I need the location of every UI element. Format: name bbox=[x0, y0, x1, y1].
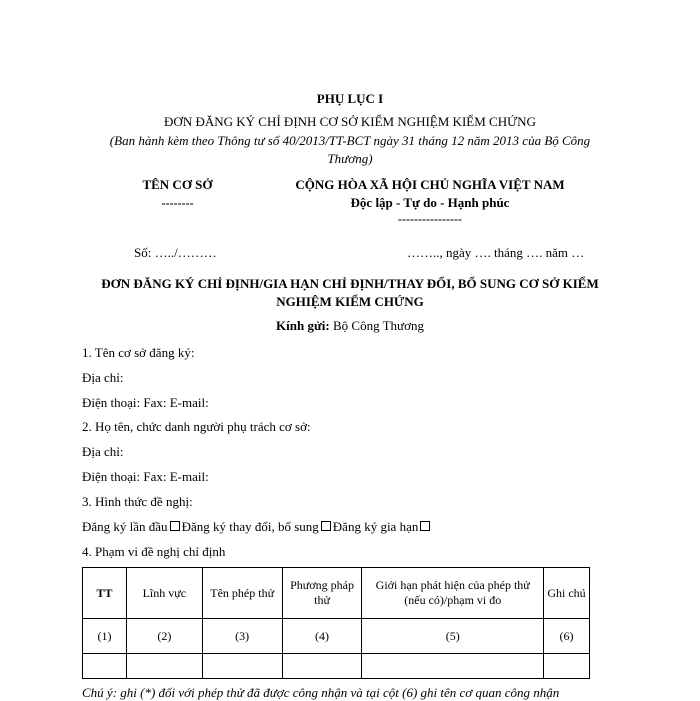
form-title: ĐƠN ĐĂNG KÝ CHỈ ĐỊNH CƠ SỞ KIỂM NGHIỆM KIỂM CHỨNG bbox=[164, 114, 536, 129]
option-renewal-label: Đăng ký gia hạn bbox=[332, 519, 419, 534]
document-number: Số: …../……… bbox=[134, 245, 217, 260]
table-cell[interactable] bbox=[544, 654, 590, 679]
header-test-name: Tên phép thử bbox=[202, 568, 282, 619]
request-type-options bbox=[82, 519, 432, 535]
appendix-label: PHỤ LỤC I bbox=[316, 91, 384, 106]
nation-motto: Độc lập - Tự do - Hạnh phúc bbox=[350, 195, 510, 210]
table-row bbox=[83, 619, 590, 654]
table-cell[interactable] bbox=[282, 654, 362, 679]
option-first-registration-checkbox[interactable] bbox=[170, 521, 180, 531]
contact-label-1: Điện thoại: Fax: E-mail: bbox=[82, 395, 209, 410]
org-divider: -------- bbox=[161, 196, 194, 210]
table-header-row bbox=[83, 568, 590, 619]
table-cell[interactable] bbox=[126, 654, 202, 679]
address-label-1: Địa chỉ: bbox=[82, 370, 124, 385]
date-line: …….., ngày …. tháng …. năm … bbox=[407, 245, 585, 260]
issued-note-line1: (Ban hành kèm theo Thông tư số 40/2013/TT-BCT ngày 31 tháng 12 năm 2013 của Bộ Công bbox=[109, 133, 591, 148]
header-detection-limit: Giới hạn phát hiện của phép thử (nếu có)/phạm vi đo bbox=[362, 568, 544, 619]
motto-divider: ---------------- bbox=[398, 212, 462, 226]
option-change-checkbox[interactable] bbox=[321, 521, 331, 531]
option-change-label: Đăng ký thay đổi, bổ sung bbox=[181, 519, 319, 534]
recipient-label: Kính gửi: bbox=[276, 318, 330, 333]
section-4-label: 4. Phạm vi đề nghị chỉ định bbox=[82, 544, 226, 559]
col-number-1: (1) bbox=[83, 619, 127, 654]
header-notes: Ghi chú bbox=[544, 568, 590, 619]
table-cell[interactable] bbox=[202, 654, 282, 679]
issued-note-line2: Thương) bbox=[327, 151, 373, 166]
main-title-line2: NGHIỆM KIỂM CHỨNG bbox=[276, 294, 424, 309]
col-number-3: (3) bbox=[202, 619, 282, 654]
option-first-registration-label: Đăng ký lần đầu bbox=[82, 519, 168, 534]
section-2-label: 2. Họ tên, chức danh người phụ trách cơ sở: bbox=[82, 419, 311, 434]
nation-title: CỘNG HÒA XÃ HỘI CHỦ NGHĨA VIỆT NAM bbox=[295, 177, 565, 192]
header-tt: TT bbox=[83, 568, 127, 619]
header-test-method: Phương pháp thử bbox=[282, 568, 362, 619]
col-number-2: (2) bbox=[126, 619, 202, 654]
table-cell[interactable] bbox=[362, 654, 544, 679]
address-label-2: Địa chỉ: bbox=[82, 444, 124, 459]
section-3-label: 3. Hình thức đề nghị: bbox=[82, 494, 193, 509]
col-number-5: (5) bbox=[362, 619, 544, 654]
contact-label-2: Điện thoại: Fax: E-mail: bbox=[82, 469, 209, 484]
col-number-6: (6) bbox=[544, 619, 590, 654]
scope-table bbox=[82, 567, 590, 679]
section-1-label: 1. Tên cơ sở đăng ký: bbox=[82, 345, 195, 360]
recipient-value: Bộ Công Thương bbox=[332, 318, 424, 333]
col-number-4: (4) bbox=[282, 619, 362, 654]
table-cell[interactable] bbox=[83, 654, 127, 679]
header-field: Lĩnh vực bbox=[126, 568, 202, 619]
footnote: Chú ý: ghi (*) đối với phép thử đã được công nhận và tại cột (6) ghi tên cơ quan công nhận bbox=[82, 685, 560, 700]
main-title-line1: ĐƠN ĐĂNG KÝ CHỈ ĐỊNH/GIA HẠN CHỈ ĐỊNH/THAY ĐỔI, BỔ SUNG CƠ SỞ KIỂM bbox=[101, 276, 599, 291]
recipient-line bbox=[0, 318, 700, 334]
option-renewal-checkbox[interactable] bbox=[420, 521, 430, 531]
org-name: TÊN CƠ SỞ bbox=[142, 177, 213, 192]
table-row bbox=[83, 654, 590, 679]
